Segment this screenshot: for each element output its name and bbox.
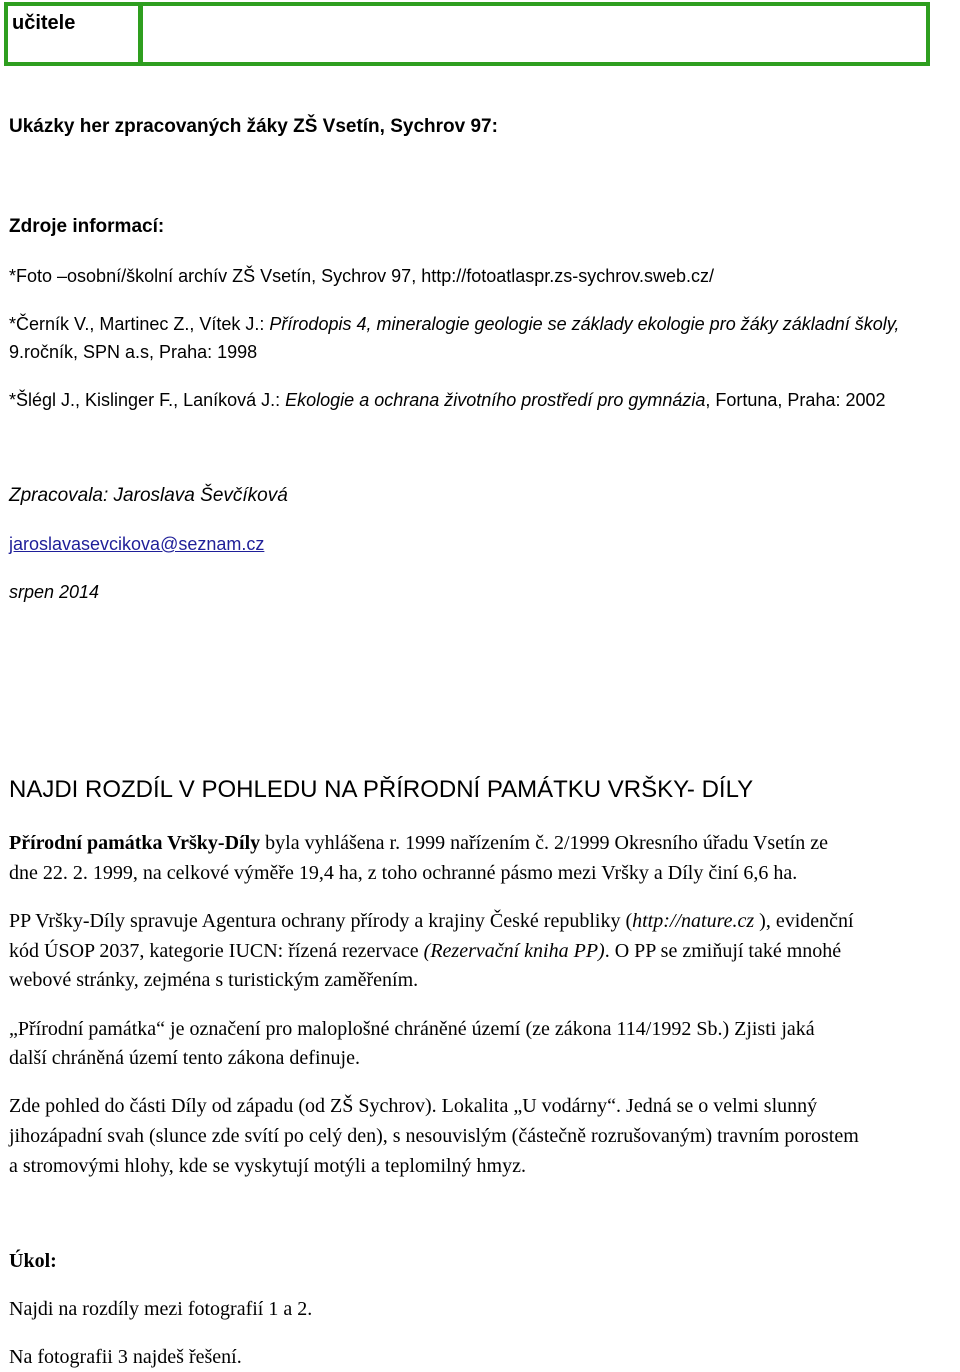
- email-link[interactable]: jaroslavasevcikova@seznam.cz: [9, 534, 265, 554]
- p2-line-2: [9, 940, 841, 963]
- p1-line-1: [9, 832, 828, 855]
- intro-title: Ukázky her zpracovaných žáky ZŠ Vsetín, Sychrov 97:: [9, 116, 498, 137]
- p2-line-2-italic: (Rezervační kniha PP): [423, 940, 605, 962]
- source-1: *Foto –osobní/školní archív ZŠ Vsetín, Sychrov 97, http://fotoatlaspr.zs-sychrov.sweb.cz/: [9, 266, 714, 286]
- p2-line-1-b: ), evidenční: [754, 910, 854, 932]
- source-3: [9, 390, 886, 411]
- task-title: Úkol:: [9, 1250, 57, 1272]
- p3-line-1: „Přírodní památka“ je označení pro maloplošné chráněné území (ze zákona 114/1992 Sb.) Zjisti jaká: [9, 1018, 815, 1040]
- date: srpen 2014: [9, 582, 100, 602]
- source-2-authors: *Černík V., Martinec Z., Vítek J.:: [9, 314, 270, 334]
- article-heading: NAJDI ROZDÍL V POHLEDU NA PŘÍRODNÍ PAMÁTKU VRŠKY- DÍLY: [9, 776, 754, 803]
- p2-line-2-b: . O PP se zmiňují také mnohé: [604, 940, 842, 962]
- source-3-title: Ekologie a ochrana životního prostředí pro gymnázia: [285, 390, 706, 410]
- header-divider: [138, 2, 143, 66]
- source-3-rest: , Fortuna, Praha: 2002: [705, 390, 886, 410]
- p2-line-3: webové stránky, zejména s turistickým zaměřením.: [9, 969, 419, 991]
- p4-line-2: jihozápadní svah (slunce zde svítí po celý den), s nesouvislým (částečně rozrušovaným) travním porostem: [9, 1125, 859, 1147]
- task-line-2: Na fotografii 3 najdeš řešení.: [9, 1346, 242, 1368]
- p4-line-1: Zde pohled do části Díly od západu (od ZŠ Sychrov). Lokalita „U vodárny“. Jedná se o velmi slunný: [9, 1095, 818, 1117]
- nature-link[interactable]: http://nature.cz: [632, 910, 755, 932]
- p2-line-1: [9, 910, 854, 933]
- p2-line-1-a: PP Vršky-Díly spravuje Agentura ochrany přírody a krajiny České republiky (: [9, 910, 633, 932]
- p2-line-2-a: kód ÚSOP 2037, kategorie IUCN: řízená rezervace: [9, 940, 424, 962]
- source-2-line-1: [9, 314, 899, 335]
- source-2-line-2: 9.ročník, SPN a.s, Praha: 1998: [9, 342, 258, 362]
- header-label: učitele: [12, 12, 76, 34]
- author: Zpracovala: Jaroslava Ševčíková: [9, 485, 288, 506]
- p1-line-2: dne 22. 2. 1999, na celkové výměře 19,4 ha, z toho ochranné pásmo mezi Vršky a Díly činí 6,6 ha.: [9, 862, 798, 884]
- task-line-1: Najdi na rozdíly mezi fotografií 1 a 2.: [9, 1298, 313, 1320]
- p3-line-2: další chráněná území tento zákona definuje.: [9, 1047, 360, 1069]
- p4-line-3: a stromovými hlohy, kde se vyskytují motýli a teplomilný hmyz.: [9, 1155, 526, 1177]
- source-2-title: Přírodopis 4, mineralogie geologie se základy ekologie pro žáky základní školy,: [269, 314, 900, 334]
- p1-bold: Přírodní památka Vršky-Díly: [9, 832, 261, 854]
- sources-title: Zdroje informací:: [9, 216, 165, 237]
- source-3-authors: *Šlégl J., Kislinger F., Laníková J.:: [9, 390, 286, 410]
- p1-line-1-rest: byla vyhlášena r. 1999 nařízením č. 2/1999 Okresního úřadu Vsetín ze: [260, 832, 828, 854]
